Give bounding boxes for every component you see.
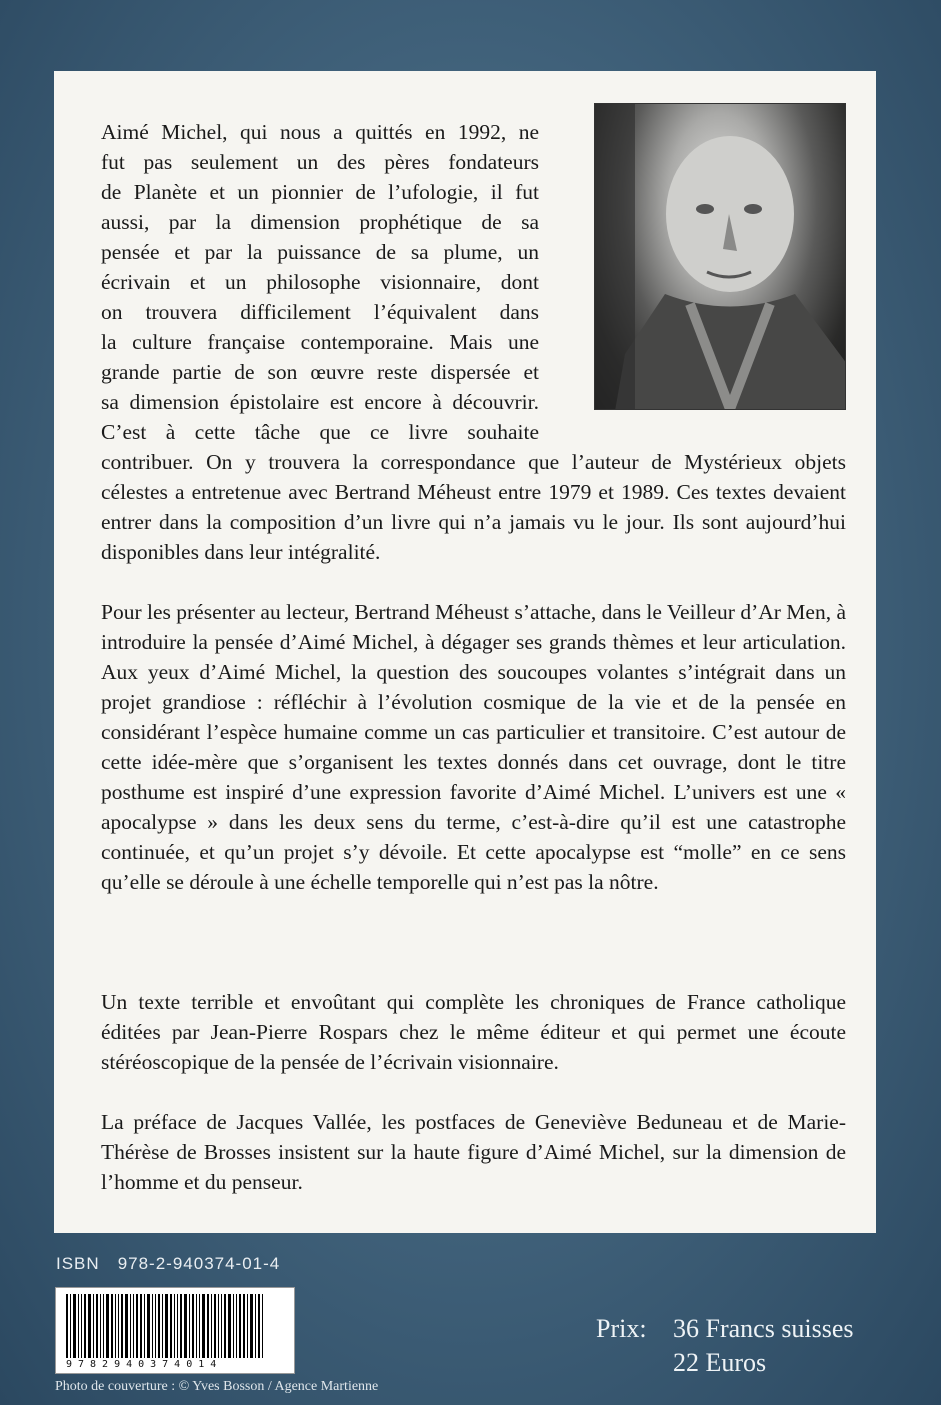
text-line: écrivain et un philosophe visionnaire, dont: [101, 270, 539, 294]
text-line: pensée et par la puissance de sa plume, un: [101, 240, 539, 264]
isbn-number: 978-2-940374-01-4: [117, 1254, 281, 1273]
text-line: grande partie de son œuvre reste dispersée et: [101, 360, 539, 384]
barcode-bar: [136, 1294, 138, 1358]
barcode-bar: [155, 1294, 156, 1358]
barcode-bar: [184, 1294, 187, 1358]
barcode-bar: [255, 1294, 256, 1358]
paragraph-text: Un texte terrible et envoûtant qui complète les chroniques de France catholique éditées par Jean-Pierre Rospars chez le même éditeur et qui permet une écoute stéréoscopique de la pensée de l’écrivain visionnaire.: [101, 990, 846, 1074]
text-line: Aimé Michel, qui nous a quittés en 1992, ne: [101, 120, 539, 144]
text-line: la culture française contemporaine. Mais une: [101, 330, 539, 354]
barcode-bar: [140, 1294, 142, 1358]
barcode-bar: [118, 1294, 119, 1358]
barcode-bar: [177, 1294, 178, 1358]
text-line: on trouvera difficilement l’équivalent dans: [101, 300, 539, 324]
barcode-bar: [218, 1294, 219, 1358]
barcode-bar: [111, 1294, 113, 1358]
barcode: [55, 1287, 295, 1374]
price-chf: 36 Francs suisses: [673, 1314, 854, 1343]
barcode-bar: [78, 1294, 79, 1358]
paragraph-1-top: [101, 117, 539, 447]
author-portrait-icon: [594, 103, 846, 410]
barcode-bar: [192, 1294, 194, 1358]
text-line: sa dimension épistolaire est encore à découvrir.: [101, 390, 539, 414]
paragraph-2: [101, 597, 846, 897]
barcode-bar: [236, 1294, 237, 1358]
paragraph-3: [101, 987, 846, 1077]
barcode-bars: [66, 1294, 265, 1358]
barcode-bar: [239, 1294, 241, 1358]
barcode-bar: [233, 1294, 234, 1358]
barcode-bar: [170, 1294, 172, 1358]
barcode-bar: [84, 1294, 86, 1358]
price-eur: 22 Euros: [673, 1348, 767, 1377]
barcode-bar: [224, 1294, 226, 1358]
barcode-bar: [199, 1294, 200, 1358]
barcode-bar: [180, 1294, 182, 1358]
barcode-bar: [174, 1294, 175, 1358]
barcode-bar: [214, 1294, 216, 1358]
isbn: [56, 1254, 280, 1274]
text-line: aussi, par la dimension prophétique de sa: [101, 210, 539, 234]
barcode-bar: [147, 1294, 150, 1358]
barcode-bar: [152, 1294, 153, 1358]
paragraph-4: [101, 1107, 846, 1197]
barcode-bar: [115, 1294, 116, 1358]
photo-credit: Photo de couverture : © Yves Bosson / Agence Martienne: [55, 1379, 379, 1394]
barcode-bar: [73, 1294, 76, 1358]
barcode-bar: [250, 1294, 253, 1358]
barcode-bar: [189, 1294, 190, 1358]
barcode-bar: [144, 1294, 145, 1358]
text-line: C’est à cette tâche que ce livre souhaite: [101, 420, 539, 444]
barcode-bar: [202, 1294, 205, 1358]
price-label: Prix:: [596, 1314, 647, 1343]
barcode-bar: [133, 1294, 134, 1358]
paragraph-1-rest: [101, 447, 846, 567]
barcode-bar: [81, 1294, 82, 1358]
barcode-bar: [162, 1294, 163, 1358]
paragraph-text: Pour les présenter au lecteur, Bertrand Méheust s’attache, dans le Veilleur d’Ar Men, à introduire la pensée d’Aimé Michel, à dégager ses grands thèmes et leur articulation. Aux yeux d’Aimé Michel, la question des soucoupes volantes s’intégrait dans un projet grandiose : réfléchir à l’évolution cosmique de la vie et de la pensée en considérant l’espèce humaine comme un cas particulier et transitoire. C’est autour de cette idée-mère que s’organisent les textes donnés dans cet ouvrage, dont le titre posthume est inspiré d’une expression favorite d’Aimé Michel. L’univers est une « apocalypse » dans les deux sens du terme, c’est-à-dire qu’il est une catastrophe continuée, et qu’un projet s’y dévoile. Et cette apocalypse est “molle” en ce sens qu’elle se déroule à une échelle temporelle qui n’est pas la nôtre.: [101, 600, 847, 894]
barcode-bar: [247, 1294, 248, 1358]
barcode-bar: [70, 1294, 71, 1358]
barcode-bar: [196, 1294, 197, 1358]
barcode-bar: [207, 1294, 209, 1358]
barcode-bar: [243, 1294, 245, 1358]
text-line: de Planète et un pionnier de l’ufologie, il fut: [101, 180, 539, 204]
barcode-bar: [96, 1294, 98, 1358]
barcode-bar: [262, 1294, 263, 1358]
barcode-bar: [211, 1294, 212, 1358]
isbn-label: ISBN: [56, 1254, 100, 1273]
barcode-bar: [221, 1294, 222, 1358]
barcode-bar: [158, 1294, 160, 1358]
barcode-bar: [125, 1294, 128, 1358]
barcode-bar: [121, 1294, 123, 1358]
barcode-bar: [93, 1294, 94, 1358]
barcode-bar: [66, 1294, 68, 1358]
barcode-bar: [258, 1294, 260, 1358]
text-line: fut pas seulement un des pères fondateurs: [101, 150, 539, 174]
barcode-bar: [103, 1294, 104, 1358]
barcode-digits: 9782940374014: [66, 1359, 223, 1370]
barcode-bar: [106, 1294, 109, 1358]
paragraph-text: La préface de Jacques Vallée, les postfaces de Geneviève Beduneau et de Marie-Thérèse de Brosses insistent sur la haute figure d’Aimé Michel, sur la dimension de l’homme et du penseur.: [101, 1110, 846, 1194]
paragraph-text: contribuer. On y trouvera la correspondance que l’auteur de Mystérieux objets célestes a entretenue avec Bertrand Méheust entre 1979 et 1989. Ces textes devaient entrer dans la composition d’un livre qui n’a jamais vu le jour. Ils sont aujourd’hui disponibles dans leur intégralité.: [101, 450, 846, 564]
barcode-bar: [100, 1294, 101, 1358]
barcode-bar: [165, 1294, 168, 1358]
barcode-bar: [130, 1294, 131, 1358]
barcode-bar: [228, 1294, 231, 1358]
barcode-bar: [88, 1294, 91, 1358]
